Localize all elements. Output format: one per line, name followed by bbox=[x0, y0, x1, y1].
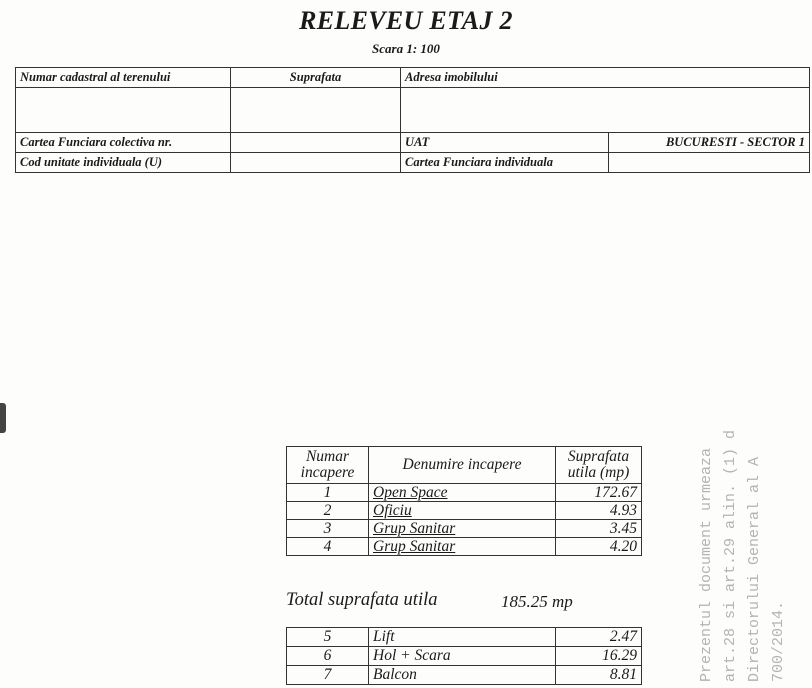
room-number: 7 bbox=[287, 666, 369, 685]
room-number-header: Numar incapere bbox=[287, 447, 369, 484]
rooms-table bbox=[286, 446, 642, 556]
stamp-line: Prezentul document urmeaza bbox=[698, 447, 715, 682]
room-area: 4.20 bbox=[556, 538, 642, 556]
room-name: Grup Sanitar bbox=[369, 538, 556, 556]
cadastral-number-cell bbox=[16, 88, 231, 133]
cadastral-empty-row bbox=[16, 88, 810, 133]
validation-stamp bbox=[695, 385, 812, 688]
cadastral-uat-row bbox=[16, 133, 810, 153]
room-area: 8.81 bbox=[556, 666, 642, 685]
room-area-header: Suprafata utila (mp) bbox=[556, 447, 642, 484]
room-name: Hol + Scara bbox=[369, 647, 556, 666]
room-number: 5 bbox=[287, 628, 369, 647]
room-area: 2.47 bbox=[556, 628, 642, 647]
table-row bbox=[287, 538, 642, 556]
room-name-header: Denumire incapere bbox=[369, 447, 556, 484]
stamp-line: art.28 si art.29 alin. (1) d bbox=[722, 429, 739, 682]
uat-label: UAT bbox=[401, 133, 609, 153]
collective-land-book-cell bbox=[231, 133, 401, 153]
room-number: 1 bbox=[287, 484, 369, 502]
address-cell bbox=[401, 88, 810, 133]
table-row bbox=[287, 520, 642, 538]
cadastral-unit-row bbox=[16, 153, 810, 173]
room-area: 172.67 bbox=[556, 484, 642, 502]
stamp-line: Directorului General al A bbox=[746, 456, 763, 682]
unit-code-label: Cod unitate individuala (U) bbox=[16, 153, 231, 173]
table-row bbox=[287, 484, 642, 502]
room-name: Grup Sanitar bbox=[369, 520, 556, 538]
common-areas-table bbox=[286, 627, 642, 685]
individual-land-book-cell bbox=[609, 153, 810, 173]
room-area: 4.93 bbox=[556, 502, 642, 520]
room-name: Open Space bbox=[369, 484, 556, 502]
room-area: 3.45 bbox=[556, 520, 642, 538]
table-row bbox=[287, 628, 642, 647]
table-row bbox=[287, 647, 642, 666]
scale-label: Scara 1: 100 bbox=[372, 41, 440, 56]
cadastral-table bbox=[15, 67, 810, 173]
cadastral-number-header: Numar cadastral al terenului bbox=[16, 68, 231, 88]
individual-land-book-label: Cartea Funciara individuala bbox=[401, 153, 609, 173]
uat-value: BUCURESTI - SECTOR 1 bbox=[609, 133, 810, 153]
address-header: Adresa imobilului bbox=[401, 68, 810, 88]
room-number: 4 bbox=[287, 538, 369, 556]
total-value: 185.25 mp bbox=[501, 592, 573, 611]
room-name: Oficiu bbox=[369, 502, 556, 520]
total-label: Total suprafata utila bbox=[286, 590, 438, 610]
room-number: 3 bbox=[287, 520, 369, 538]
rooms-header-row bbox=[287, 447, 642, 484]
room-area: 16.29 bbox=[556, 647, 642, 666]
cadastral-header-row bbox=[16, 68, 810, 88]
document-title: RELEVEU ETAJ 2 bbox=[299, 6, 513, 35]
room-name: Lift bbox=[369, 628, 556, 647]
area-header: Suprafata bbox=[231, 68, 401, 88]
punch-hole-mark bbox=[0, 403, 6, 433]
room-number: 2 bbox=[287, 502, 369, 520]
unit-code-cell bbox=[231, 153, 401, 173]
room-number: 6 bbox=[287, 647, 369, 666]
table-row bbox=[287, 666, 642, 685]
area-cell bbox=[231, 88, 401, 133]
stamp-text bbox=[695, 385, 791, 688]
stamp-line: 700/2014. bbox=[770, 600, 787, 682]
room-name: Balcon bbox=[369, 666, 556, 685]
table-row bbox=[287, 502, 642, 520]
collective-land-book-label: Cartea Funciara colectiva nr. bbox=[16, 133, 231, 153]
